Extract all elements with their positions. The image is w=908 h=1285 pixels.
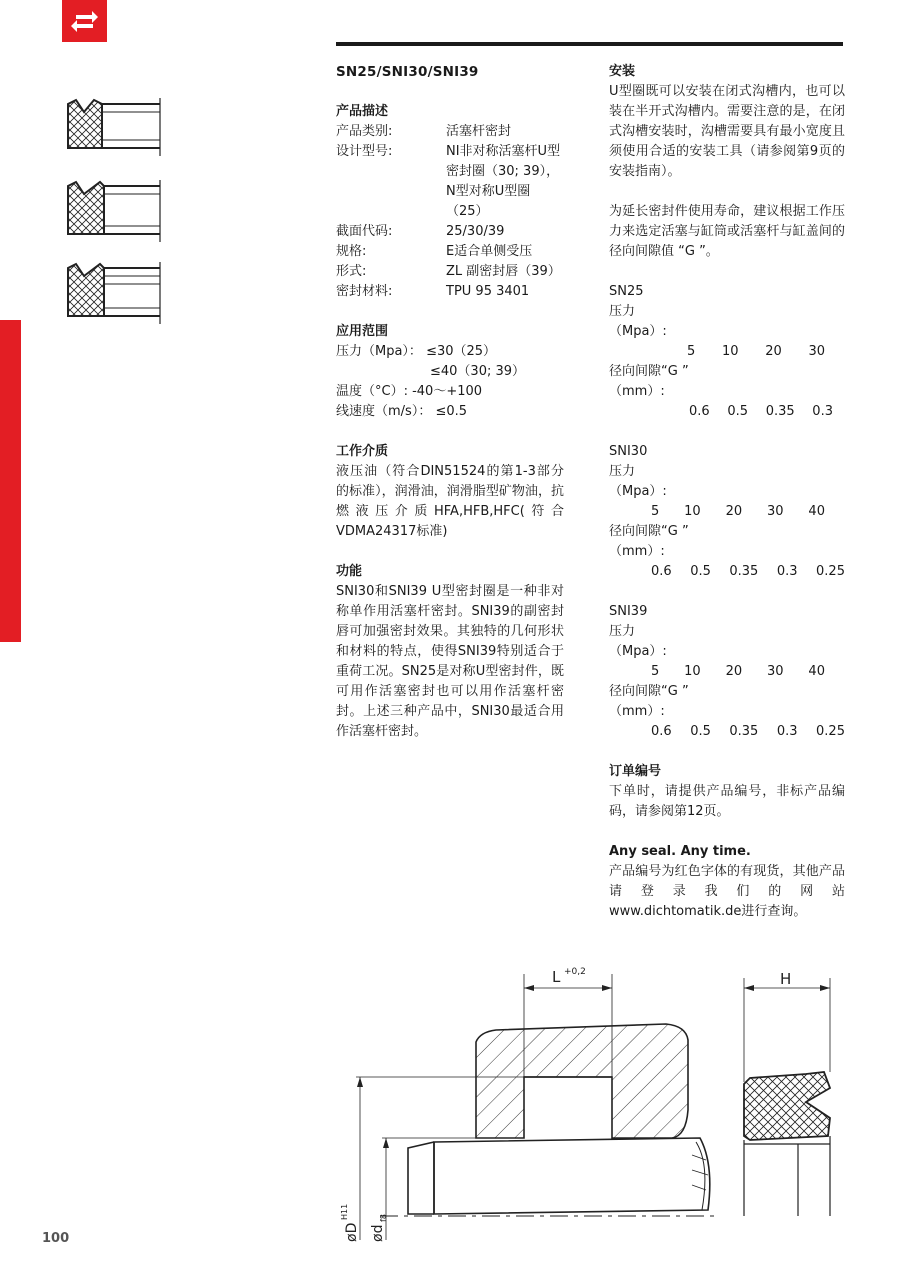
gap-value: 0.5 — [727, 404, 749, 419]
gap-value: 0.6 — [651, 724, 672, 739]
description-section — [336, 102, 564, 302]
pressure-label: 压力 — [609, 464, 636, 479]
gap-value: 0.35 — [729, 724, 759, 739]
gap-table-sni39 — [609, 602, 845, 742]
gap-table-name: SNI39 — [609, 604, 648, 619]
pressure-unit: （Mpa）: — [609, 324, 667, 339]
left-column — [336, 62, 564, 762]
function-section — [336, 562, 564, 742]
top-rule — [336, 42, 843, 46]
pressure-value: 10 — [684, 504, 701, 519]
gap-label: 径向间隙“G ” — [609, 364, 689, 379]
pressure-value: 5 — [687, 344, 696, 359]
media-section — [336, 442, 564, 542]
gap-values — [609, 562, 845, 582]
dim-d-tolerance: f8 — [379, 1214, 388, 1222]
dim-D-label: øD — [344, 1222, 360, 1242]
gap-value: 0.6 — [651, 564, 672, 579]
description-row: 设计型号: NI非对称活塞杆U型密封圈（30; 39），N型对称U型圈（25） — [336, 144, 561, 219]
pressure-values — [609, 662, 845, 682]
speed-range: 线速度（m/s）： ≤0.5 — [336, 404, 468, 419]
pressure-value: 40 — [808, 664, 825, 679]
pressure-unit: （Mpa）: — [609, 644, 667, 659]
gap-unit: （mm）: — [609, 544, 665, 559]
seal-profile-sni30 — [68, 180, 160, 242]
dim-d-label: ød — [370, 1224, 386, 1242]
brand-logo — [62, 0, 107, 42]
dim-L-tolerance: +0,2 — [564, 967, 586, 977]
pressure-value: 20 — [725, 504, 743, 519]
stock-section — [609, 842, 845, 922]
seal-profiles-illustration — [62, 98, 164, 328]
function-heading: 功能 — [336, 564, 363, 579]
installation-section — [609, 62, 845, 262]
order-heading: 订单编号 — [609, 764, 662, 779]
pressure-values — [609, 342, 845, 362]
groove-installation-drawing — [336, 960, 846, 1250]
stock-note: 产品编号为红色字体的有现货，其他产品请登录我们的网站www.dichtomatik.de进行查询。 — [609, 864, 845, 919]
gap-value: 0.5 — [690, 564, 711, 579]
seal-profile-sni39 — [68, 262, 160, 324]
seal-profile-sn25 — [68, 98, 160, 156]
gap-value: 0.35 — [765, 404, 795, 419]
pressure-value: 30 — [808, 344, 825, 359]
application-heading: 应用范围 — [336, 324, 389, 339]
gap-unit: （mm）: — [609, 704, 665, 719]
temperature-range: 温度（°C）: -40～+100 — [336, 384, 483, 399]
description-row: 规格: E适合单侧受压 — [336, 244, 533, 259]
sidebar-red-bar — [0, 320, 21, 642]
gap-values — [609, 722, 845, 742]
gap-value: 0.35 — [729, 564, 759, 579]
pressure-label: 压力 — [609, 304, 636, 319]
gap-table-name: SN25 — [609, 284, 644, 299]
slogan: Any seal. Any time. — [609, 844, 751, 859]
pressure-value: 20 — [765, 344, 782, 359]
gap-label: 径向间隙“G ” — [609, 684, 689, 699]
gap-value: 0.3 — [812, 404, 833, 419]
application-section — [336, 322, 564, 422]
gap-table-sn25 — [609, 282, 845, 422]
gap-advice-text: 为延长密封件使用寿命，建议根据工作压力来选定活塞与缸筒或活塞杆与缸盖间的径向间隙值 “G ”。 — [609, 204, 845, 259]
gap-value: 0.25 — [816, 564, 845, 579]
dim-D-tolerance: H11 — [340, 1203, 349, 1220]
pressure-value: 30 — [767, 664, 784, 679]
dim-L-label: L — [552, 968, 561, 986]
gap-value: 0.6 — [689, 404, 710, 419]
pressure-value: 10 — [721, 344, 739, 359]
description-row: 截面代码: 25/30/39 — [336, 224, 505, 239]
description-row: 密封材料: TPU 95 3401 — [336, 284, 530, 299]
installation-text: U型圈既可以安装在闭式沟槽内，也可以装在半开式沟槽内。需要注意的是，在闭式沟槽安装时，沟槽需要具有最小宽度且须使用合适的安装工具（请参阅第9页的安装指南）。 — [609, 84, 845, 179]
pressure-value: 10 — [684, 664, 701, 679]
pressure-range: 压力（Mpa）： ≤30（25） — [336, 344, 497, 359]
gap-value: 0.25 — [816, 724, 845, 739]
pressure-value: 5 — [651, 664, 660, 679]
gap-table-name: SNI30 — [609, 444, 648, 459]
pressure-label: 压力 — [609, 624, 636, 639]
swap-arrows-icon — [62, 0, 107, 42]
function-text: SNI30和SNI39 U型密封圈是一种非对称单作用活塞杆密封。SNI39的副密封唇可加强密封效果。其独特的几何形状和材料的特点，使得SNI39特别适合于重荷工况。SN25是对称U型密封件，既可用作活塞密封也可以用作活塞杆密封。上述三种产品中，SNI30最适合用作活塞杆密封。 — [336, 584, 564, 739]
gap-values — [609, 402, 845, 422]
pressure-value: 30 — [767, 504, 784, 519]
gap-value: 0.3 — [776, 724, 798, 739]
installation-heading: 安装 — [609, 64, 636, 79]
right-column — [609, 62, 845, 922]
order-text: 下单时，请提供产品编号，非标产品编码，请参阅第12页。 — [609, 784, 845, 819]
order-section — [609, 762, 845, 822]
pressure-value: 40 — [808, 504, 825, 519]
gap-value: 0.5 — [690, 724, 711, 739]
gap-unit: （mm）: — [609, 384, 665, 399]
description-heading: 产品描述 — [336, 104, 389, 119]
pressure-value: 20 — [725, 664, 743, 679]
media-heading: 工作介质 — [336, 444, 389, 459]
gap-value: 0.3 — [776, 564, 798, 579]
description-row: 产品类别: 活塞杆密封 — [336, 124, 512, 139]
gap-table-sni30 — [609, 442, 845, 582]
description-row: 形式: ZL 副密封唇（39） — [336, 264, 561, 279]
pressure-values — [609, 502, 845, 522]
pressure-range-2: ≤40（30; 39） — [430, 364, 526, 379]
pressure-unit: （Mpa）: — [609, 484, 667, 499]
product-title: SN25/SNI30/SNI39 — [336, 64, 479, 80]
media-text: 液压油（符合DIN51524的第1-3部分的标准），润滑油，润滑脂型矿物油，抗燃液压介质HFA,HFB,HFC(符合VDMA24317标准) — [336, 464, 564, 539]
gap-label: 径向间隙“G ” — [609, 524, 689, 539]
page-number: 100 — [42, 1231, 70, 1246]
dim-H-label: H — [780, 970, 792, 988]
pressure-value: 5 — [651, 504, 660, 519]
